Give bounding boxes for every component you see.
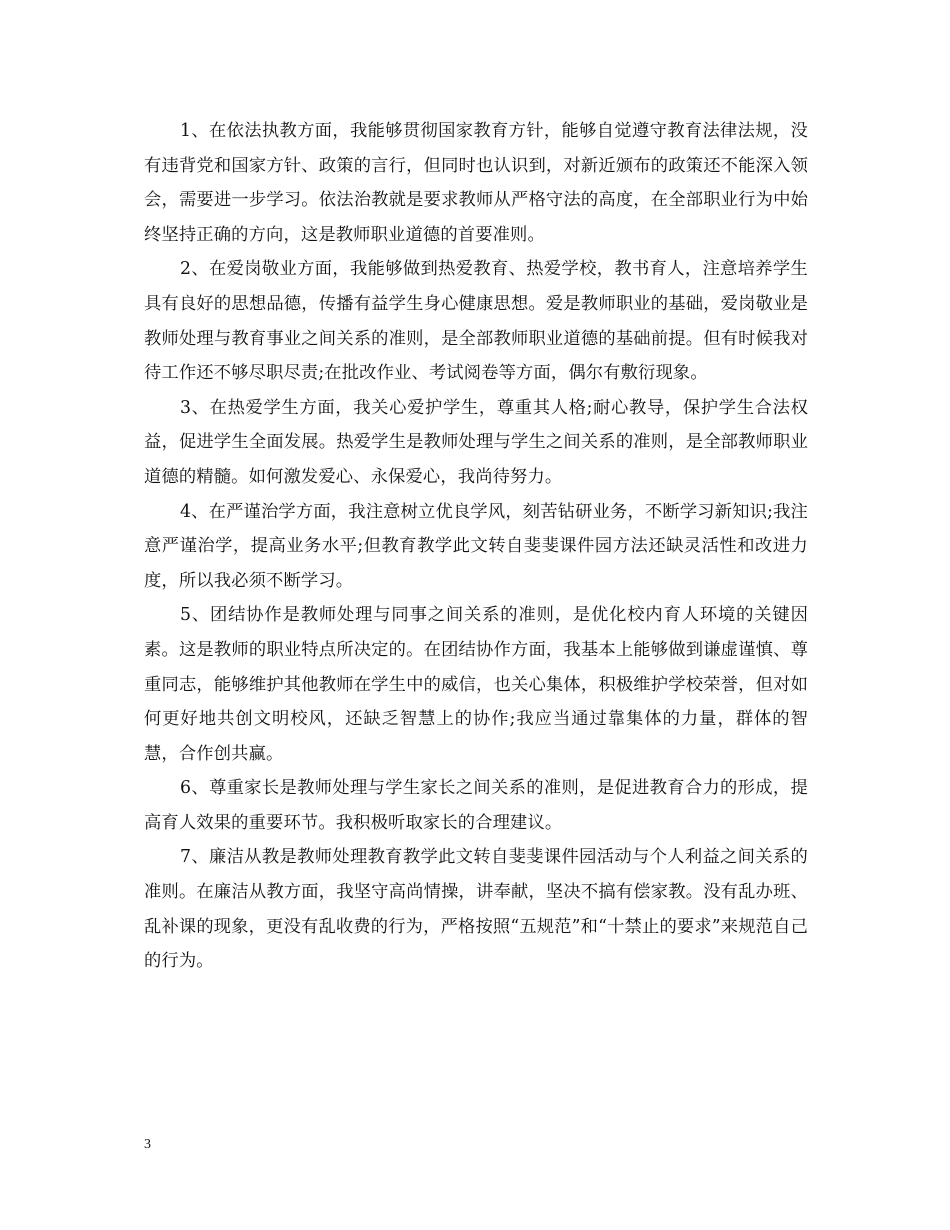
- paragraph-6: 6、尊重家长是教师处理与学生家长之间关系的准则，是促进教育合力的形成，提高育人效果的重要环节。我积极听取家长的合理建议。: [144, 778, 808, 833]
- document-body: [144, 114, 808, 979]
- paragraph-1: 1、在依法执教方面，我能够贯彻国家教育方针，能够自觉遵守教育法律法规，没有违背党和国家方针、政策的言行，但同时也认识到，对新近颁布的政策还不能深入领会，需要进一步学习。依法治教就是要求教师从严格守法的高度，在全部职业行为中始终坚持正确的方向，这是教师职业道德的首要准则。: [144, 121, 808, 245]
- paragraph-4: 4、在严谨治学方面，我注意树立优良学风，刻苦钻研业务，不断学习新知识;我注意严谨治学，提高业务水平;但教育教学此文转自斐斐课件园方法还缺灵活性和改进力度，所以我必须不断学习。: [144, 501, 808, 591]
- paragraph-5: 5、团结协作是教师处理与同事之间关系的准则，是优化校内育人环境的关键因素。这是教师的职业特点所决定的。在团结协作方面，我基本上能够做到谦虚谨慎、尊重同志，能够维护其他教师在学生中的威信，也关心集体，积极维护学校荣誉，但对如何更好地共创文明校风，还缺乏智慧上的协作;我应当通过靠集体的力量，群体的智慧，合作创共赢。: [144, 605, 808, 764]
- paragraph-3: 3、在热爱学生方面，我关心爱护学生，尊重其人格;耐心教导，保护学生合法权益，促进学生全面发展。热爱学生是教师处理与学生之间关系的准则，是全部教师职业道德的精髓。如何激发爱心、永保爱心，我尚待努力。: [144, 397, 808, 487]
- paragraph-7: 7、廉洁从教是教师处理教育教学此文转自斐斐课件园活动与个人利益之间关系的准则。在廉洁从教方面，我坚守高尚情操，讲奉献，坚决不搞有偿家教。没有乱办班、乱补课的现象，更没有乱收费的行为，严格按照“五规范”和“十禁止的要求”来规范自己的行为。: [144, 847, 808, 972]
- paragraph-2: 2、在爱岗敬业方面，我能够做到热爱教育、热爱学校，教书育人，注意培养学生具有良好的思想品德，传播有益学生身心健康思想。爱是教师职业的基础，爱岗敬业是教师处理与教育事业之间关系的准则，是全部教师职业道德的基础前提。但有时候我对待工作还不够尽职尽责;在批改作业、考试阅卷等方面，偶尔有敷衍现象。: [144, 259, 808, 384]
- page-number: 3: [144, 1137, 151, 1152]
